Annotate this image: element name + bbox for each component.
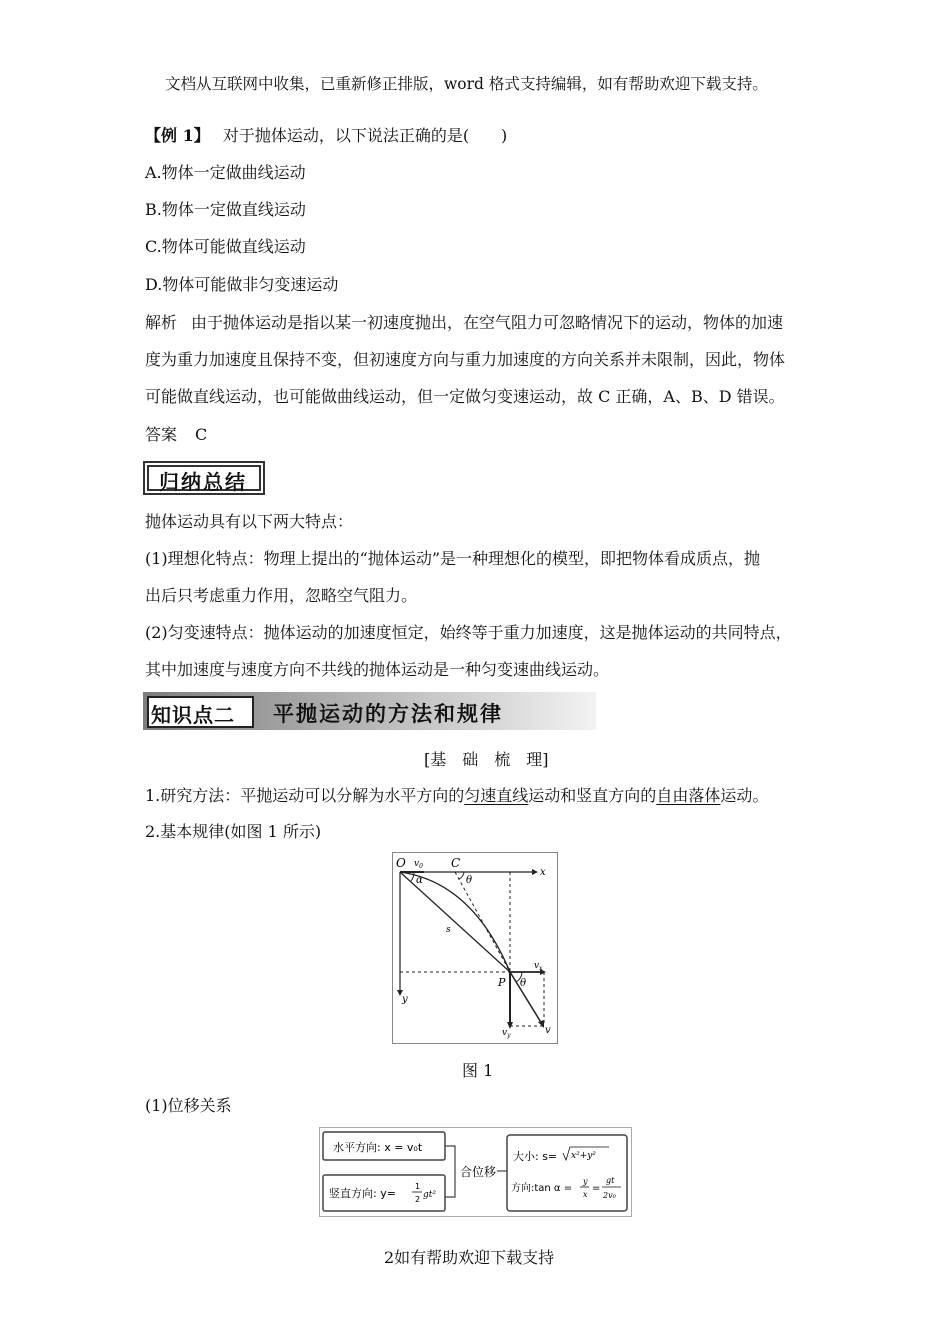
summary-banner-label: 归纳总结 (159, 470, 247, 494)
point1-line2: 出后只考虑重力作用，忽略空气阻力。 (145, 586, 418, 605)
option-c: C.物体可能做直线运动 (145, 237, 306, 256)
label-theta2: θ (520, 978, 527, 989)
frac-den: 2 (415, 1195, 421, 1204)
bracket (445, 1146, 455, 1197)
example-label: 【例 1】 (145, 126, 210, 145)
option-a: A.物体一定做曲线运动 (145, 163, 306, 182)
combine-label: 合位移 (460, 1165, 497, 1179)
option-d: D.物体可能做非匀变速运动 (145, 275, 339, 294)
dir-eq: = (592, 1183, 601, 1194)
label-v: v (545, 1025, 551, 1036)
analysis-line-1: 解析 由于抛体运动是指以某一初速度抛出，在空气阻力可忽略情况下的运动，物体的加速 (145, 313, 784, 332)
dir-den2: 2v₀ (603, 1191, 616, 1200)
dir-label: 方向:tan α = (511, 1183, 573, 1194)
page-footer: 2如有帮助欢迎下载支持 (384, 1248, 555, 1267)
point2-line2: 其中加速度与速度方向不共线的抛体运动是一种匀变速曲线运动。 (145, 660, 610, 679)
question-text: 对于抛体运动，以下说法正确的是( ) (222, 126, 508, 145)
dir-den1: x (583, 1190, 588, 1199)
label-s: s (446, 925, 451, 935)
knowledge-box (147, 696, 254, 728)
label-vx: $v_x$ (534, 961, 543, 972)
figure-caption: 图 1 (462, 1061, 494, 1080)
displacement-heading: (1)位移关系 (145, 1096, 232, 1115)
answer-value: C (195, 425, 208, 444)
frac-num: 1 (415, 1182, 421, 1191)
analysis-line-2: 度为重力加速度且保持不变，但初速度方向与重力加速度的方向关系并未限制，因此，物体 (145, 350, 786, 369)
dir-num2: gt (606, 1176, 615, 1185)
size-value: x²+y² (571, 1151, 596, 1161)
size-label: 大小: s= (513, 1150, 558, 1163)
summary-banner (143, 461, 265, 495)
analysis-line-3: 可能做直线运动，也可能做曲线运动，但一定做匀变速运动，故 C 正确，A、B、D 错误。 (145, 387, 785, 406)
label-y: y (402, 994, 408, 1005)
vertical-eq-post: gt² (423, 1190, 436, 1200)
label-C: C (451, 856, 461, 870)
x-axis-arrow (532, 869, 538, 875)
label-v0: $v_0$ (414, 859, 423, 870)
label-O: O (396, 856, 406, 870)
analysis-label: 解析 (145, 313, 178, 332)
dir-num1: y (583, 1177, 588, 1186)
label-theta: θ (466, 875, 473, 886)
summary-intro: 抛体运动具有以下两大特点： (145, 512, 354, 531)
displacement-line (400, 872, 510, 972)
subheading: [基 础 梳 理] (424, 750, 549, 769)
label-vy: $v_y$ (502, 1028, 511, 1039)
underline-uniform-linear: 匀速直线 (464, 786, 529, 805)
item-1: 1.研究方法：平抛运动可以分解为水平方向的匀速直线运动和竖直方向的自由落体运动。 (145, 786, 769, 805)
header-note: 文档从互联网中收集，已重新修正排版，word 格式支持编辑，如有帮助欢迎下载支持。 (165, 75, 768, 93)
horizontal-eq: 水平方向: x = v₀t (333, 1141, 423, 1154)
example-question (145, 126, 507, 146)
knowledge-banner (143, 692, 596, 730)
projectile-figure (392, 852, 558, 1044)
theta-arc (459, 872, 464, 879)
option-b: B.物体一定做直线运动 (145, 200, 306, 219)
knowledge-title: 平抛运动的方法和规律 (273, 702, 503, 726)
label-x: x (540, 867, 546, 878)
displacement-diagram (319, 1127, 632, 1217)
label-P: P (498, 976, 506, 989)
answer-label: 答案 (145, 425, 178, 444)
underline-free-fall: 自由落体 (656, 786, 721, 805)
item-2: 2.基本规律(如图 1 所示) (145, 822, 322, 841)
answer-line (145, 425, 207, 445)
label-alpha: α (416, 875, 423, 886)
knowledge-box-label: 知识点二 (151, 703, 235, 727)
vertical-eq-pre: 竖直方向: y= (329, 1187, 396, 1200)
alpha-arc (411, 872, 414, 881)
point1-line1: (1)理想化特点：物理上提出的“抛体运动”是一种理想化的模型，即把物体看成质点，抛 (145, 549, 761, 568)
point2-line1: (2)匀变速特点：抛体运动的加速度恒定，始终等于重力加速度，这是抛体运动的共同特点， (145, 623, 792, 642)
